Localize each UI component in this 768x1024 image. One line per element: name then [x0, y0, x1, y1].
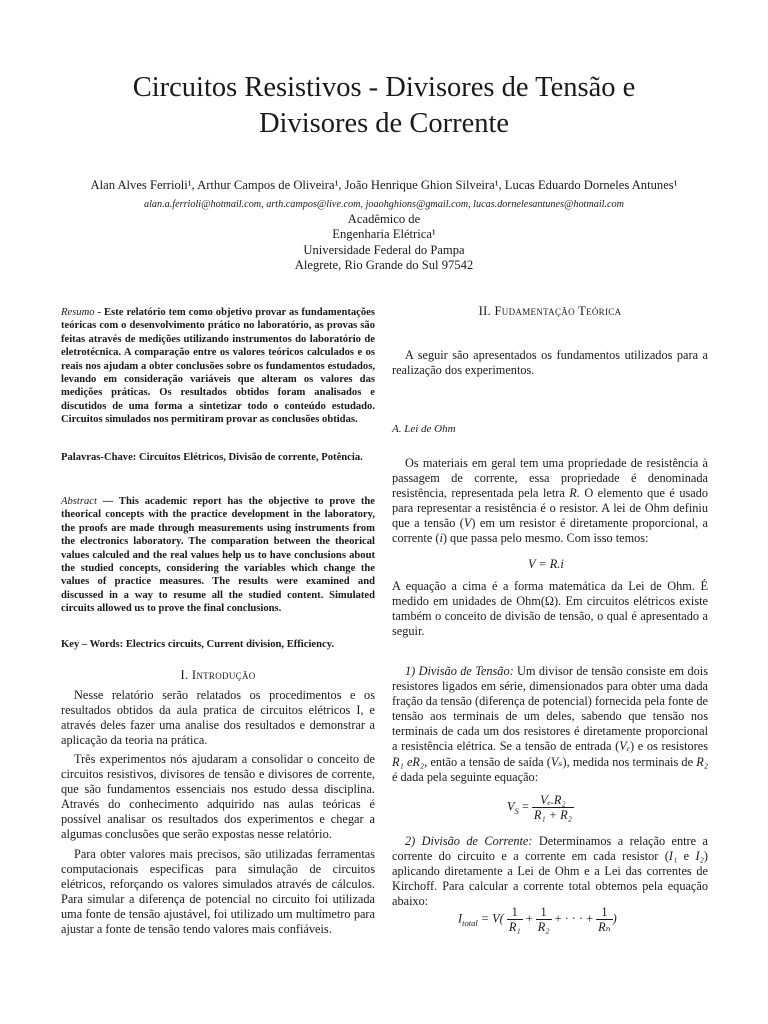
voltage-divider-fraction: $\frac{\text{Vₑ.R₂}}{\text{R₁ + R₂}}$: [533, 793, 572, 822]
paper-title: [60, 70, 708, 142]
keywords-en: Key – Words: Electrics circuits, Current division, Efficiency.: [61, 639, 335, 650]
voltage-divider-label: 1) Divisão de Tensão:: [405, 664, 514, 678]
abstract-en-label: Abstract: [61, 496, 97, 507]
voltage-divider-paragraph: 1) Divisão de Tensão: Um divisor de tensão consiste em dois resistores ligados em série, dimensionados para obter uma dada fração da tensão (diferença de potencial) fornecida pela fonte de tensão aos terminais de um deles, sabendo que tensão nos terminais de cada um dos resistores é diretamente proporcional a resistência elétrica. Se a tensão de entrada (Vₑ) e os resistores R₁ eR₂, então a tensão de saída (Vₛ), medida nos terminais de R₂ é dada pela seguinte equação:: [392, 664, 708, 784]
keywords-pt: Palavras-Chave: Circuitos Elétricos, Divisão de corrente, Potência.: [61, 452, 363, 463]
current-divider-paragraph: 2) Divisão de Corrente: Determinamos a relação entre a corrente do circuito e a corrente em cada resistor (I₁ e I₂) aplicando diretamente a Lei de Ohm e a Lei das correntes de Kirchoff. Para calcular a corrente total obtemos pela equação abaixo:: [392, 834, 708, 909]
affiliation-line-4: Alegrete, Rio Grande do Sul 97542: [294, 257, 474, 272]
title-line-2: Divisores de Corrente: [258, 108, 510, 139]
intro-paragraph-1: Nesse relatório serão relatados os procedimentos e os resultados obtidos da aula pratica de circuitos elétricos I, e através deles fazer uma analise dos resultados e demonstrar a aplicação da teoria na prática.: [61, 688, 375, 748]
abstract-en-text: — This academic report has the objective to prove the theorical concepts with the practice development in the laboratory, the proofs are made through measurements using instruments from the electronics laboratory. The comparation between the theorical values calculed and the real values help us to have conclusions about the studied concepts, considering the variables which change the values of practice measures. The results were examined and discussed in a way to resume all the studied content. Simulated circuits allowed us to prove the final conclusions.: [61, 496, 376, 615]
abstract-pt-label: Resumo: [61, 307, 95, 318]
author-emails: alan.a.ferrioli@hotmail.com, arth.campos@live.com, joaohghions@gmail.com, lucas.dornelesantunes@hotmail.com: [143, 199, 625, 210]
affiliation-line-2: Engenharia Elétrica¹: [332, 227, 436, 242]
abstract-pt-text: - Este relatório tem como objetivo provar as fundamentações teóricas com o desenvolvimento prático no laboratório, as provas são feitas através de medições utilizando instrumentos do laboratório de eletrotécnica. A comparação entre os valores teóricos calculados e os reais nos ajudam a obter conclusões sobre os fundamentos estudados, levando em consideração variáveis que alteram os valores das medições práticas. Os resultados obtidos foram analisados e discutidos de uma forma a sintetizar todo o conteúdo estudado. Circuitos simulados nos permitiram provar as conclusões obtidas.: [61, 307, 375, 426]
abstract-en: [61, 495, 375, 616]
intro-paragraph-3: Para obter valores mais precisos, são utilizadas ferramentas computacionais especificas para simulação de circuitos elétricos, reforçando os valores simulados através de cálculos. Para simular a diferença de potencial no circuito foi utilizada uma fonte de tensão ajustável, foi utilizado um multímetro para ajustar a fonte de tensão tendo valores mais confiáveis.: [61, 847, 375, 937]
ohm-equation: V = R.i: [528, 557, 564, 571]
ohm-explanation: A equação a cima é a forma matemática da Lei de Ohm. É medido em unidades de Ohm(Ω). Em circuitos elétricos existe também o conceito de divisão de tensão, o qual é apresentado a seguir.: [392, 579, 708, 639]
voltage-divider-equation: $V_S$ = $\frac{\text{Vₑ.R₂}}{\text{R₁ + R₂}}$: [507, 793, 572, 822]
subsection-a-heading: A. Lei de Ohm: [392, 423, 456, 435]
intro-paragraph-2: Três experimentos nós ajudaram a consolidar o conceito de circuitos resistivos, divisores de tensão e divisores de corrente, que são fundamentos essenciais nos estudo dessa disciplina. Através do conhecimento adquirido nas aulas teóricas é possível analisar os resultados dos experimentos e chegar a algumas conclusões que serão expostas nesse relatório.: [61, 752, 375, 842]
author-list: Alan Alves Ferrioli¹, Arthur Campos de Oliveira¹, João Henrique Ghion Silveira¹, Lucas Eduardo Dorneles Antunes¹: [90, 178, 678, 192]
section-1-heading: I. Introdução: [180, 668, 256, 682]
affiliation: [150, 212, 618, 273]
section-2-heading: II. Fudamentação Teórica: [478, 304, 622, 318]
ohm-paragraph: Os materiais em geral tem uma propriedade de resistência à passagem de corrente, essa propriedade é denominada resistência, representada pela letra R. O elemento que é usado para representar a resistência é o resistor. A lei de Ohm definiu que a tensão (V) em um resistor é diretamente proporcional, a corrente (i) que passa pelo mesmo. Com isso temos:: [392, 456, 709, 546]
current-divider-label: 2) Divisão de Corrente:: [405, 834, 533, 848]
affiliation-line-3: Universidade Federal do Pampa: [303, 242, 465, 257]
abstract-pt: [61, 306, 375, 427]
title-line-1: Circuitos Resistivos - Divisores de Tensão e: [132, 72, 636, 103]
affiliation-line-1: Acadêmico de: [347, 212, 421, 226]
current-divider-equation: $I_{total} = V$( $\frac{1}{\text{R₁}}$ + $\frac{1}{\text{R₂}}$ + · · · + $\frac{1}{\text{Rₙ}}$ ): [458, 905, 617, 934]
fundamentals-intro: A seguir são apresentados os fundamentos utilizados para a realização dos experimentos.: [392, 348, 708, 378]
